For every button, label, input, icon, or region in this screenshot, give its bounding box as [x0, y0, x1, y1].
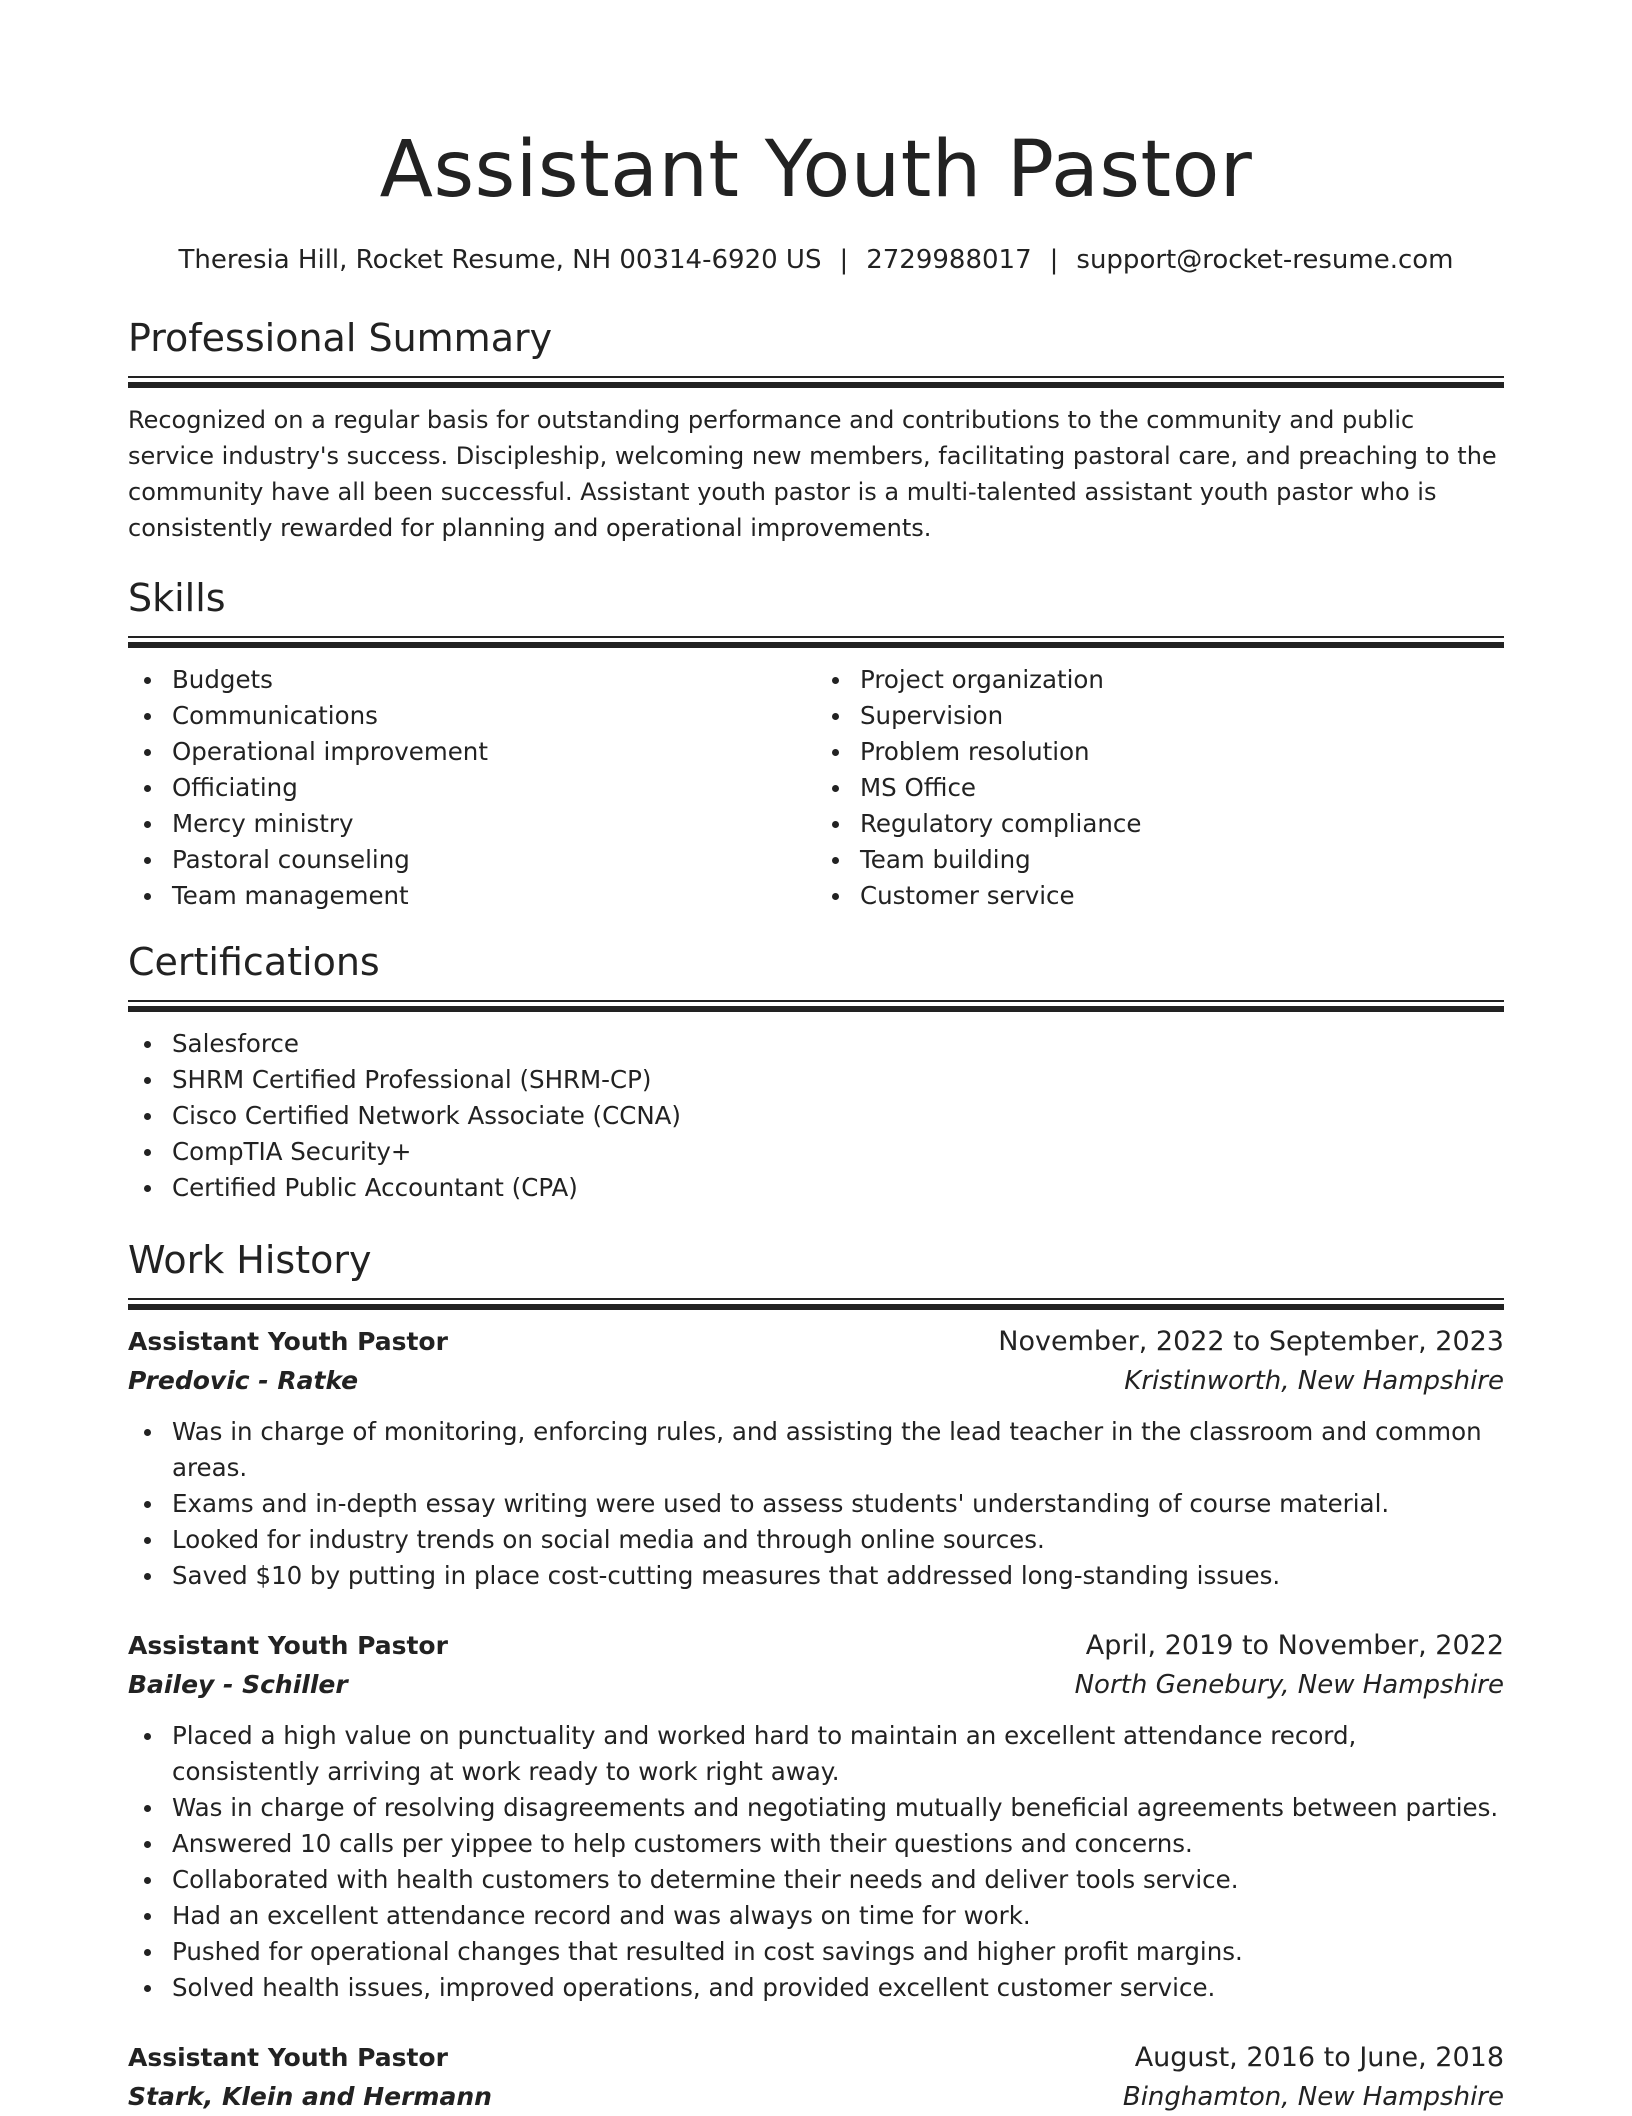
skill-item: Pastoral counseling [128, 842, 816, 878]
certification-item: Cisco Certified Network Associate (CCNA) [128, 1098, 1504, 1134]
work-history-heading: Work History [128, 1238, 372, 1282]
job-bullet: Collaborated with health customers to determine their needs and deliver tools service. [128, 1862, 1504, 1898]
job-bullet: Was in charge of monitoring, enforcing rules, and assisting the lead teacher in the classroom and common areas. [128, 1414, 1504, 1486]
skill-item: Customer service [816, 878, 1504, 914]
job-dates: August, 2016 to June, 2018 [1134, 2042, 1504, 2073]
job-company: Stark, Klein and Hermann [128, 2082, 492, 2111]
job-location: Kristinworth, New Hampshire [1124, 1366, 1504, 1396]
job-company: Bailey - Schiller [128, 1670, 348, 1699]
certification-item: CompTIA Security+ [128, 1134, 1504, 1170]
contact-address: Theresia Hill, Rocket Resume, NH 00314-6920 US [178, 245, 822, 275]
job-bullet: Solved health issues, improved operations, and provided excellent customer service. [128, 1970, 1504, 2006]
job-bullet: Had an excellent attendance record and was always on time for work. [128, 1898, 1504, 1934]
certifications-heading: Certifications [128, 940, 380, 984]
job-bullet: Looked for industry trends on social media and through online sources. [128, 1522, 1504, 1558]
summary-text: Recognized on a regular basis for outstanding performance and contributions to the community and public service industry's success. Discipleship, welcoming new members, facilitating pastoral care, and preaching to the community have all been successful. Assistant youth pastor is a multi-talented assistant youth pastor who is consistently rewarded for planning and operational improvements. [128, 406, 1497, 542]
skill-item: Team building [816, 842, 1504, 878]
skills-heading: Skills [128, 576, 226, 620]
skill-item: Budgets [128, 662, 816, 698]
resume-title: Assistant Youth Pastor [379, 125, 1253, 215]
contact-separator: | [839, 245, 849, 275]
job-title: Assistant Youth Pastor [128, 1327, 448, 1356]
certification-item: Certified Public Accountant (CPA) [128, 1170, 1504, 1206]
job-company-row [128, 1666, 1504, 1704]
job-company-row [128, 2078, 1504, 2116]
certifications-section [128, 938, 1504, 1206]
job-company-row [128, 1362, 1504, 1400]
summary-section [128, 314, 1504, 546]
work-history-section [128, 1236, 1504, 2116]
summary-heading: Professional Summary [128, 316, 553, 360]
skill-item: Operational improvement [128, 734, 816, 770]
contact-separator: | [1049, 245, 1059, 275]
skill-item: Team management [128, 878, 816, 914]
skill-item: Project organization [816, 662, 1504, 698]
section-divider [128, 1000, 1504, 1012]
skill-item: Communications [128, 698, 816, 734]
job-bullet: Saved $10 by putting in place cost-cutting measures that addressed long-standing issues. [128, 1558, 1504, 1594]
job-entry [128, 1626, 1504, 2006]
job-company: Predovic - Ratke [128, 1366, 359, 1395]
certifications-list [128, 1026, 1504, 1206]
skills-list-left [128, 662, 816, 914]
job-title: Assistant Youth Pastor [128, 2043, 448, 2072]
job-bullet: Placed a high value on punctuality and worked hard to maintain an excellent attendance record, consistently arriving at work ready to work right away. [128, 1718, 1504, 1790]
skill-item: Supervision [816, 698, 1504, 734]
job-dates: November, 2022 to September, 2023 [998, 1326, 1504, 1357]
section-divider [128, 376, 1504, 388]
certification-item: SHRM Certified Professional (SHRM-CP) [128, 1062, 1504, 1098]
job-bullet: Exams and in-depth essay writing were used to assess students' understanding of course material. [128, 1486, 1504, 1522]
job-dates: April, 2019 to November, 2022 [1085, 1630, 1504, 1661]
skill-item: MS Office [816, 770, 1504, 806]
section-divider [128, 636, 1504, 648]
job-bullets [128, 1414, 1504, 1594]
job-header-row [128, 1626, 1504, 1666]
contact-phone: 2729988017 [866, 245, 1032, 275]
certification-item: Salesforce [128, 1026, 1504, 1062]
job-bullet: Answered 10 calls per yippee to help customers with their questions and concerns. [128, 1826, 1504, 1862]
skill-item: Officiating [128, 770, 816, 806]
skill-item: Problem resolution [816, 734, 1504, 770]
job-entry [128, 2038, 1504, 2116]
contact-line [128, 242, 1504, 278]
job-title: Assistant Youth Pastor [128, 1631, 448, 1660]
skill-item: Regulatory compliance [816, 806, 1504, 842]
job-bullets [128, 1718, 1504, 2006]
job-location: North Genebury, New Hampshire [1074, 1670, 1504, 1700]
contact-email: support@rocket-resume.com [1076, 245, 1454, 275]
section-divider [128, 1298, 1504, 1310]
job-entry [128, 1322, 1504, 1594]
skills-list-right [816, 662, 1504, 914]
job-bullet: Pushed for operational changes that resulted in cost savings and higher profit margins. [128, 1934, 1504, 1970]
job-bullet: Was in charge of resolving disagreements and negotiating mutually beneficial agreements between parties. [128, 1790, 1504, 1826]
job-header-row [128, 1322, 1504, 1362]
skills-grid [128, 662, 1504, 914]
skill-item: Mercy ministry [128, 806, 816, 842]
job-location: Binghamton, New Hampshire [1122, 2082, 1504, 2112]
skills-section [128, 574, 1504, 914]
job-header-row [128, 2038, 1504, 2078]
